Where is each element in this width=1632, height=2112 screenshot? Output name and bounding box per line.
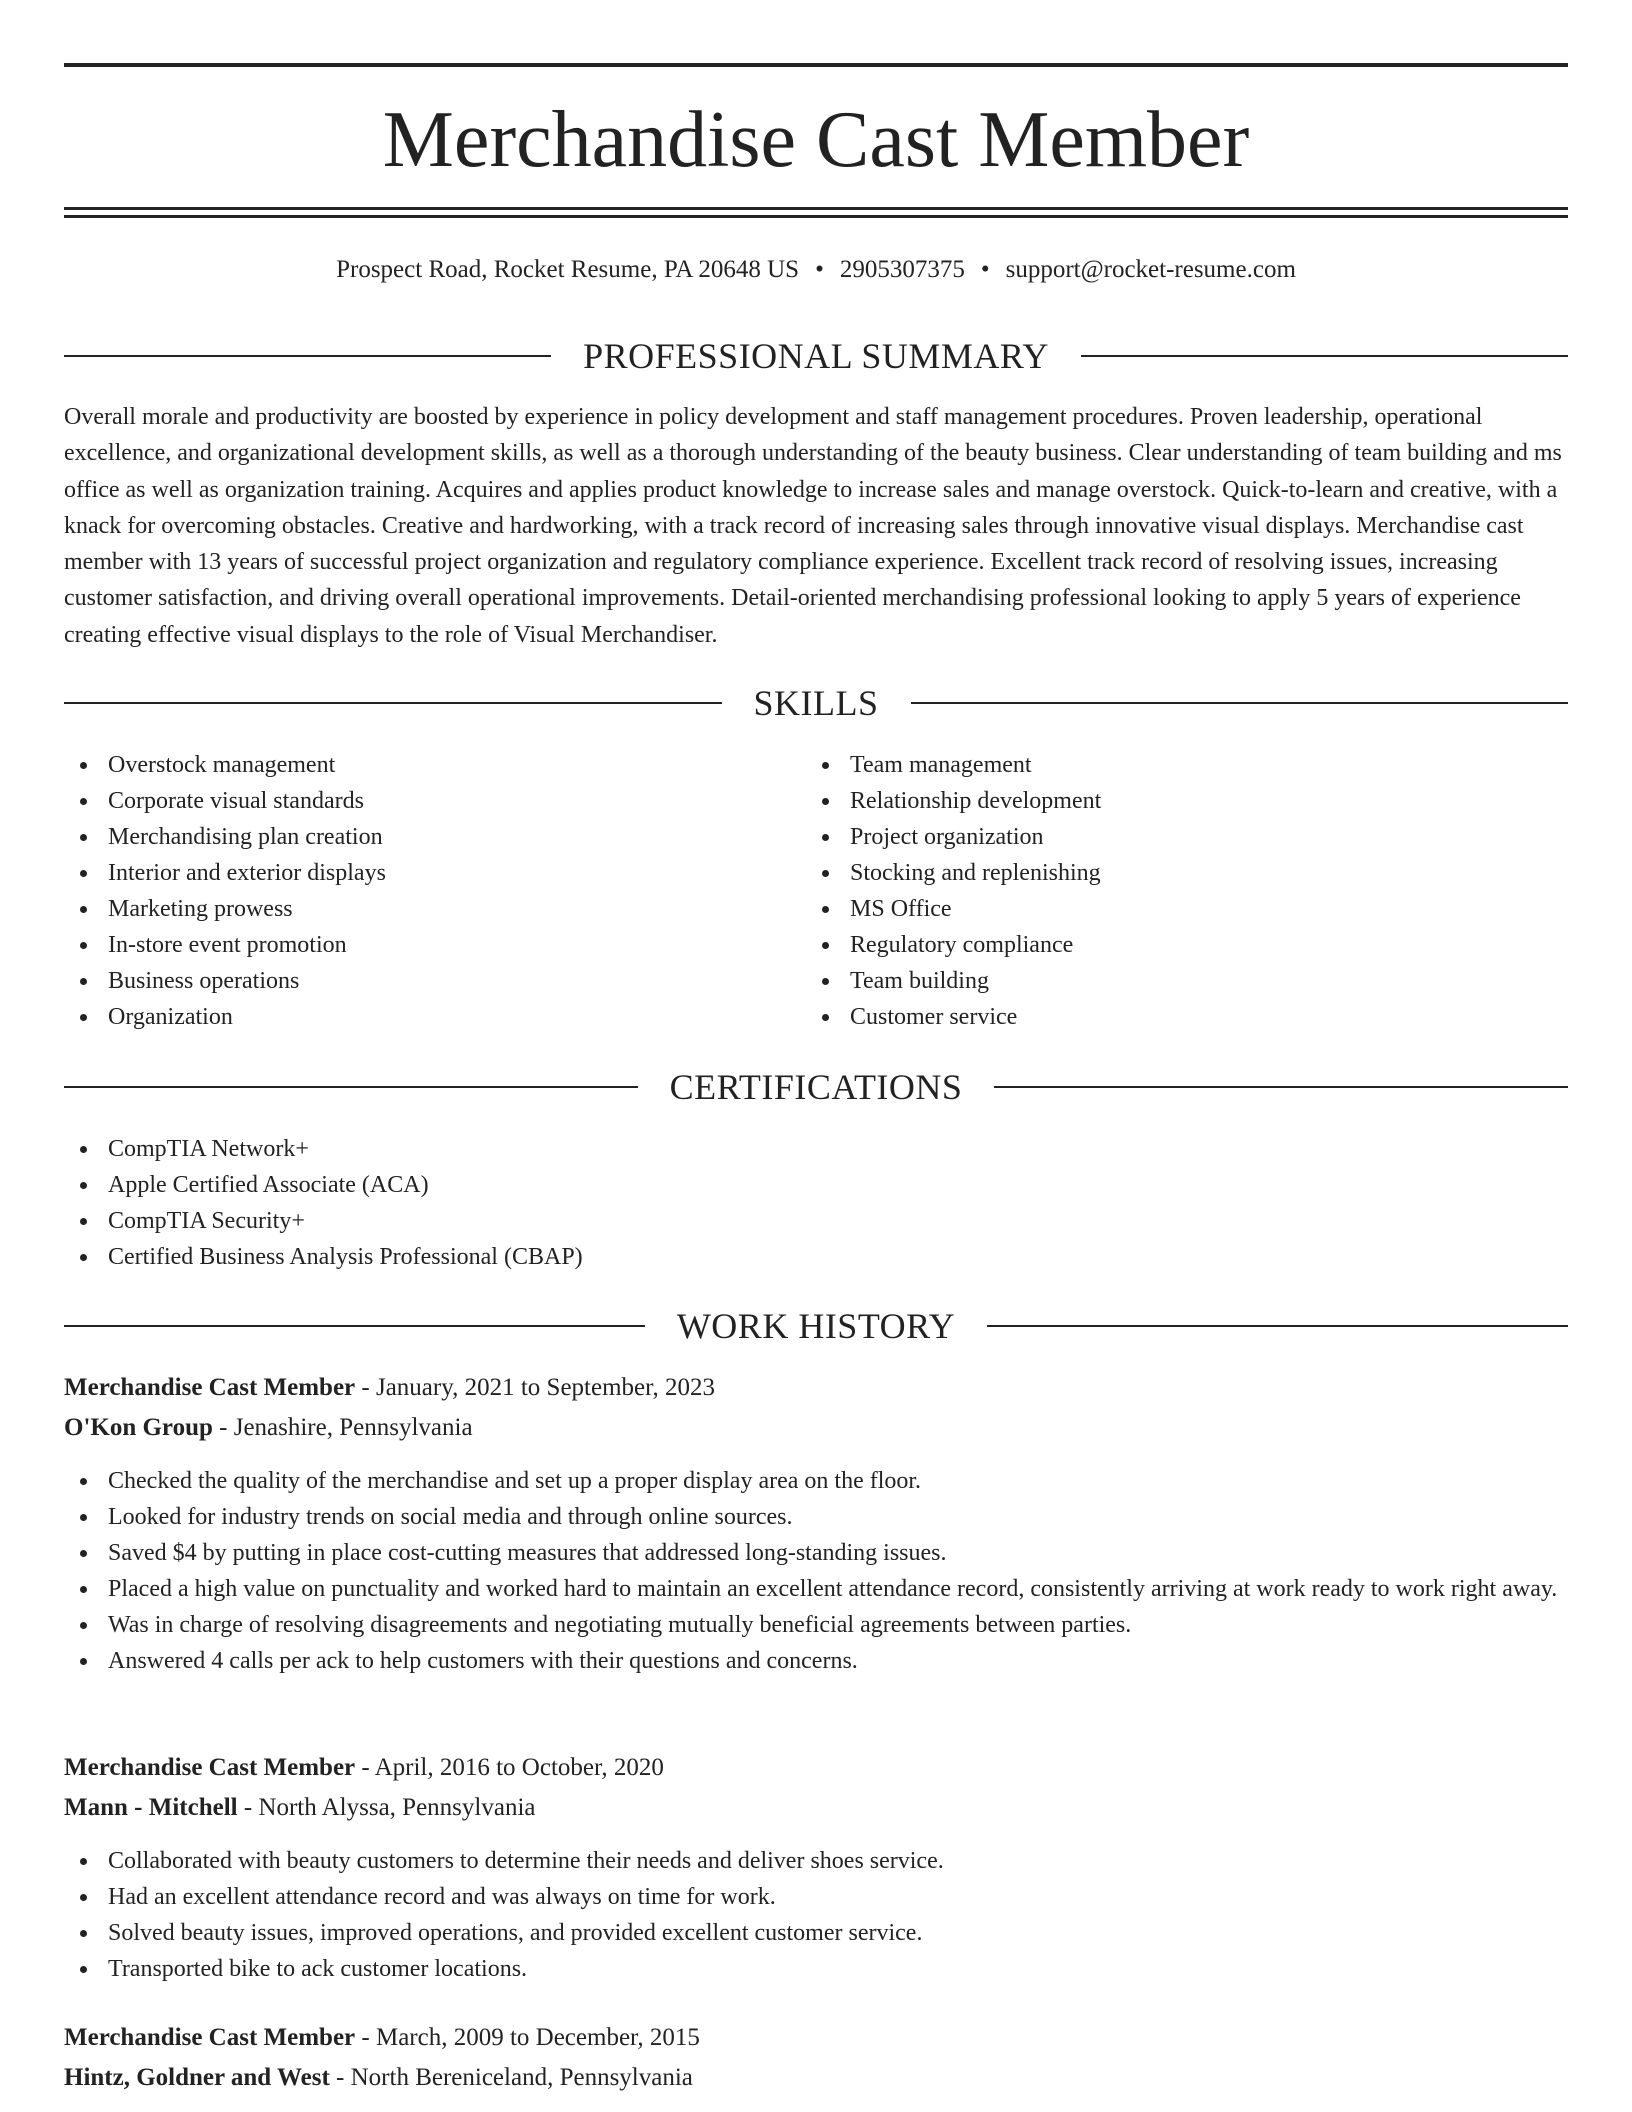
certification-item: Certified Business Analysis Professional (CBAP) xyxy=(64,1239,1568,1275)
job-duty: Transported bike to ack customer locations. xyxy=(64,1951,1568,1987)
work-heading: WORK HISTORY xyxy=(676,1306,956,1346)
header-double-rule-lower xyxy=(64,215,1568,218)
job-duty: Solved beauty issues, improved operations, and provided excellent customer service. xyxy=(64,1915,1568,1951)
skill-item: Marketing prowess xyxy=(64,891,804,927)
job-title: Merchandise Cast Member xyxy=(64,1374,356,1401)
summary-text: Overall morale and productivity are boosted by experience in policy development and staff management procedures. Proven leadership, operational excellence, and organizational development skills, as well as a thorough understanding of the beauty business. Clear understanding of team building and ms office as well as organization training. Acquires and applies product knowledge to increase sales and manage overstock. Quick-to-learn and creative, with a knack for overcoming obstacles. Creative and hardworking, with a track record of increasing sales through innovative visual displays. Merchandise cast member with 13 years of successful project organization and regulatory compliance experience. Excellent track record of resolving issues, increasing customer satisfaction, and driving overall operational improvements. Detail-oriented merchandising professional looking to apply 5 years of experience creating effective visual displays to the role of Visual Merchandiser. xyxy=(64,404,1562,648)
job-company-line xyxy=(64,2058,693,2098)
certifications-section-heading xyxy=(64,1065,1568,1109)
job-duty: Looked for industry trends on social media and through online sources. xyxy=(64,1499,1568,1535)
job-duty: Checked the quality of the merchandise and set up a proper display area on the floor. xyxy=(64,1463,1568,1499)
job-title-line xyxy=(64,2018,700,2058)
skill-item: Team management xyxy=(806,747,1566,783)
job-duty: Was in charge of resolving disagreements and negotiating mutually beneficial agreements between parties. xyxy=(64,1607,1568,1643)
job-duties-list xyxy=(64,1843,1568,1987)
job-company: O'Kon Group xyxy=(64,1414,213,1441)
contact-separator: • xyxy=(815,256,824,283)
work-section-heading xyxy=(64,1304,1568,1348)
skill-item: Interior and exterior displays xyxy=(64,855,804,891)
job-company-line xyxy=(64,1788,535,1828)
skill-item: Corporate visual standards xyxy=(64,783,804,819)
job-title-line xyxy=(64,1368,715,1408)
job-company: Mann - Mitchell xyxy=(64,1794,238,1821)
skill-item: Team building xyxy=(806,963,1566,999)
skill-item: Customer service xyxy=(806,999,1566,1035)
skill-item: Organization xyxy=(64,999,804,1035)
contact-separator: • xyxy=(980,256,990,283)
skills-list-right xyxy=(806,747,1566,1035)
candidate-name: Merchandise Cast Member xyxy=(382,96,1250,184)
heading-rule-right xyxy=(987,1325,1568,1327)
skill-item: Regulatory compliance xyxy=(806,927,1566,963)
heading-rule-left xyxy=(64,702,722,704)
summary-heading: PROFESSIONAL SUMMARY xyxy=(583,336,1049,376)
heading-rule-left xyxy=(64,355,551,357)
job-title: Merchandise Cast Member xyxy=(64,2024,356,2051)
skill-item: Relationship development xyxy=(806,783,1566,819)
job-duty: Had an excellent attendance record and was always on time for work. xyxy=(64,1879,1568,1915)
header-double-rule-upper xyxy=(64,207,1568,210)
certification-item: CompTIA Network+ xyxy=(64,1131,1568,1167)
skill-item: MS Office xyxy=(806,891,1566,927)
contact-phone: 2905307375 xyxy=(839,256,965,283)
certifications-heading: CERTIFICATIONS xyxy=(669,1067,963,1107)
heading-rule-right xyxy=(1081,355,1568,357)
job-title-line xyxy=(64,1748,664,1788)
job-title: Merchandise Cast Member xyxy=(64,1754,356,1781)
heading-rule-right xyxy=(994,1086,1568,1088)
summary-section-heading xyxy=(64,334,1568,378)
skill-item: Project organization xyxy=(806,819,1566,855)
skill-item: Business operations xyxy=(64,963,804,999)
skills-list-left xyxy=(64,747,804,1035)
job-location: - North Bereniceland, Pennsylvania xyxy=(329,2064,693,2091)
job-location: - Jenashire, Pennsylvania xyxy=(212,1414,473,1441)
certification-item: CompTIA Security+ xyxy=(64,1203,1568,1239)
heading-rule-left xyxy=(64,1325,645,1327)
contact-email: support@rocket-resume.com xyxy=(1005,256,1296,283)
skill-item: Stocking and replenishing xyxy=(806,855,1566,891)
job-duty: Placed a high value on punctuality and worked hard to maintain an excellent attendance record, consistently arriving at work ready to work right away. xyxy=(64,1571,1568,1607)
job-dates: - January, 2021 to September, 2023 xyxy=(355,1374,715,1401)
job-dates: - April, 2016 to October, 2020 xyxy=(355,1754,664,1781)
job-duties-list xyxy=(64,1463,1568,1679)
contact-address: Prospect Road, Rocket Resume, PA 20648 US xyxy=(336,256,800,283)
skill-item: Merchandising plan creation xyxy=(64,819,804,855)
skills-heading: SKILLS xyxy=(753,683,879,723)
skills-section-heading xyxy=(64,681,1568,725)
job-duty: Collaborated with beauty customers to determine their needs and deliver shoes service. xyxy=(64,1843,1568,1879)
certifications-list xyxy=(64,1131,1568,1275)
job-location: - North Alyssa, Pennsylvania xyxy=(237,1794,536,1821)
job-duty: Answered 4 calls per ack to help customers with their questions and concerns. xyxy=(64,1643,1568,1679)
skill-item: In-store event promotion xyxy=(64,927,804,963)
heading-rule-left xyxy=(64,1086,638,1088)
header-top-rule xyxy=(64,63,1568,67)
job-company-line xyxy=(64,1408,473,1448)
job-duty: Saved $4 by putting in place cost-cutting measures that addressed long-standing issues. xyxy=(64,1535,1568,1571)
heading-rule-right xyxy=(911,702,1569,704)
job-dates: - March, 2009 to December, 2015 xyxy=(355,2024,700,2051)
certification-item: Apple Certified Associate (ACA) xyxy=(64,1167,1568,1203)
contact-line xyxy=(64,253,1568,287)
skill-item: Overstock management xyxy=(64,747,804,783)
job-company: Hintz, Goldner and West xyxy=(64,2064,330,2091)
